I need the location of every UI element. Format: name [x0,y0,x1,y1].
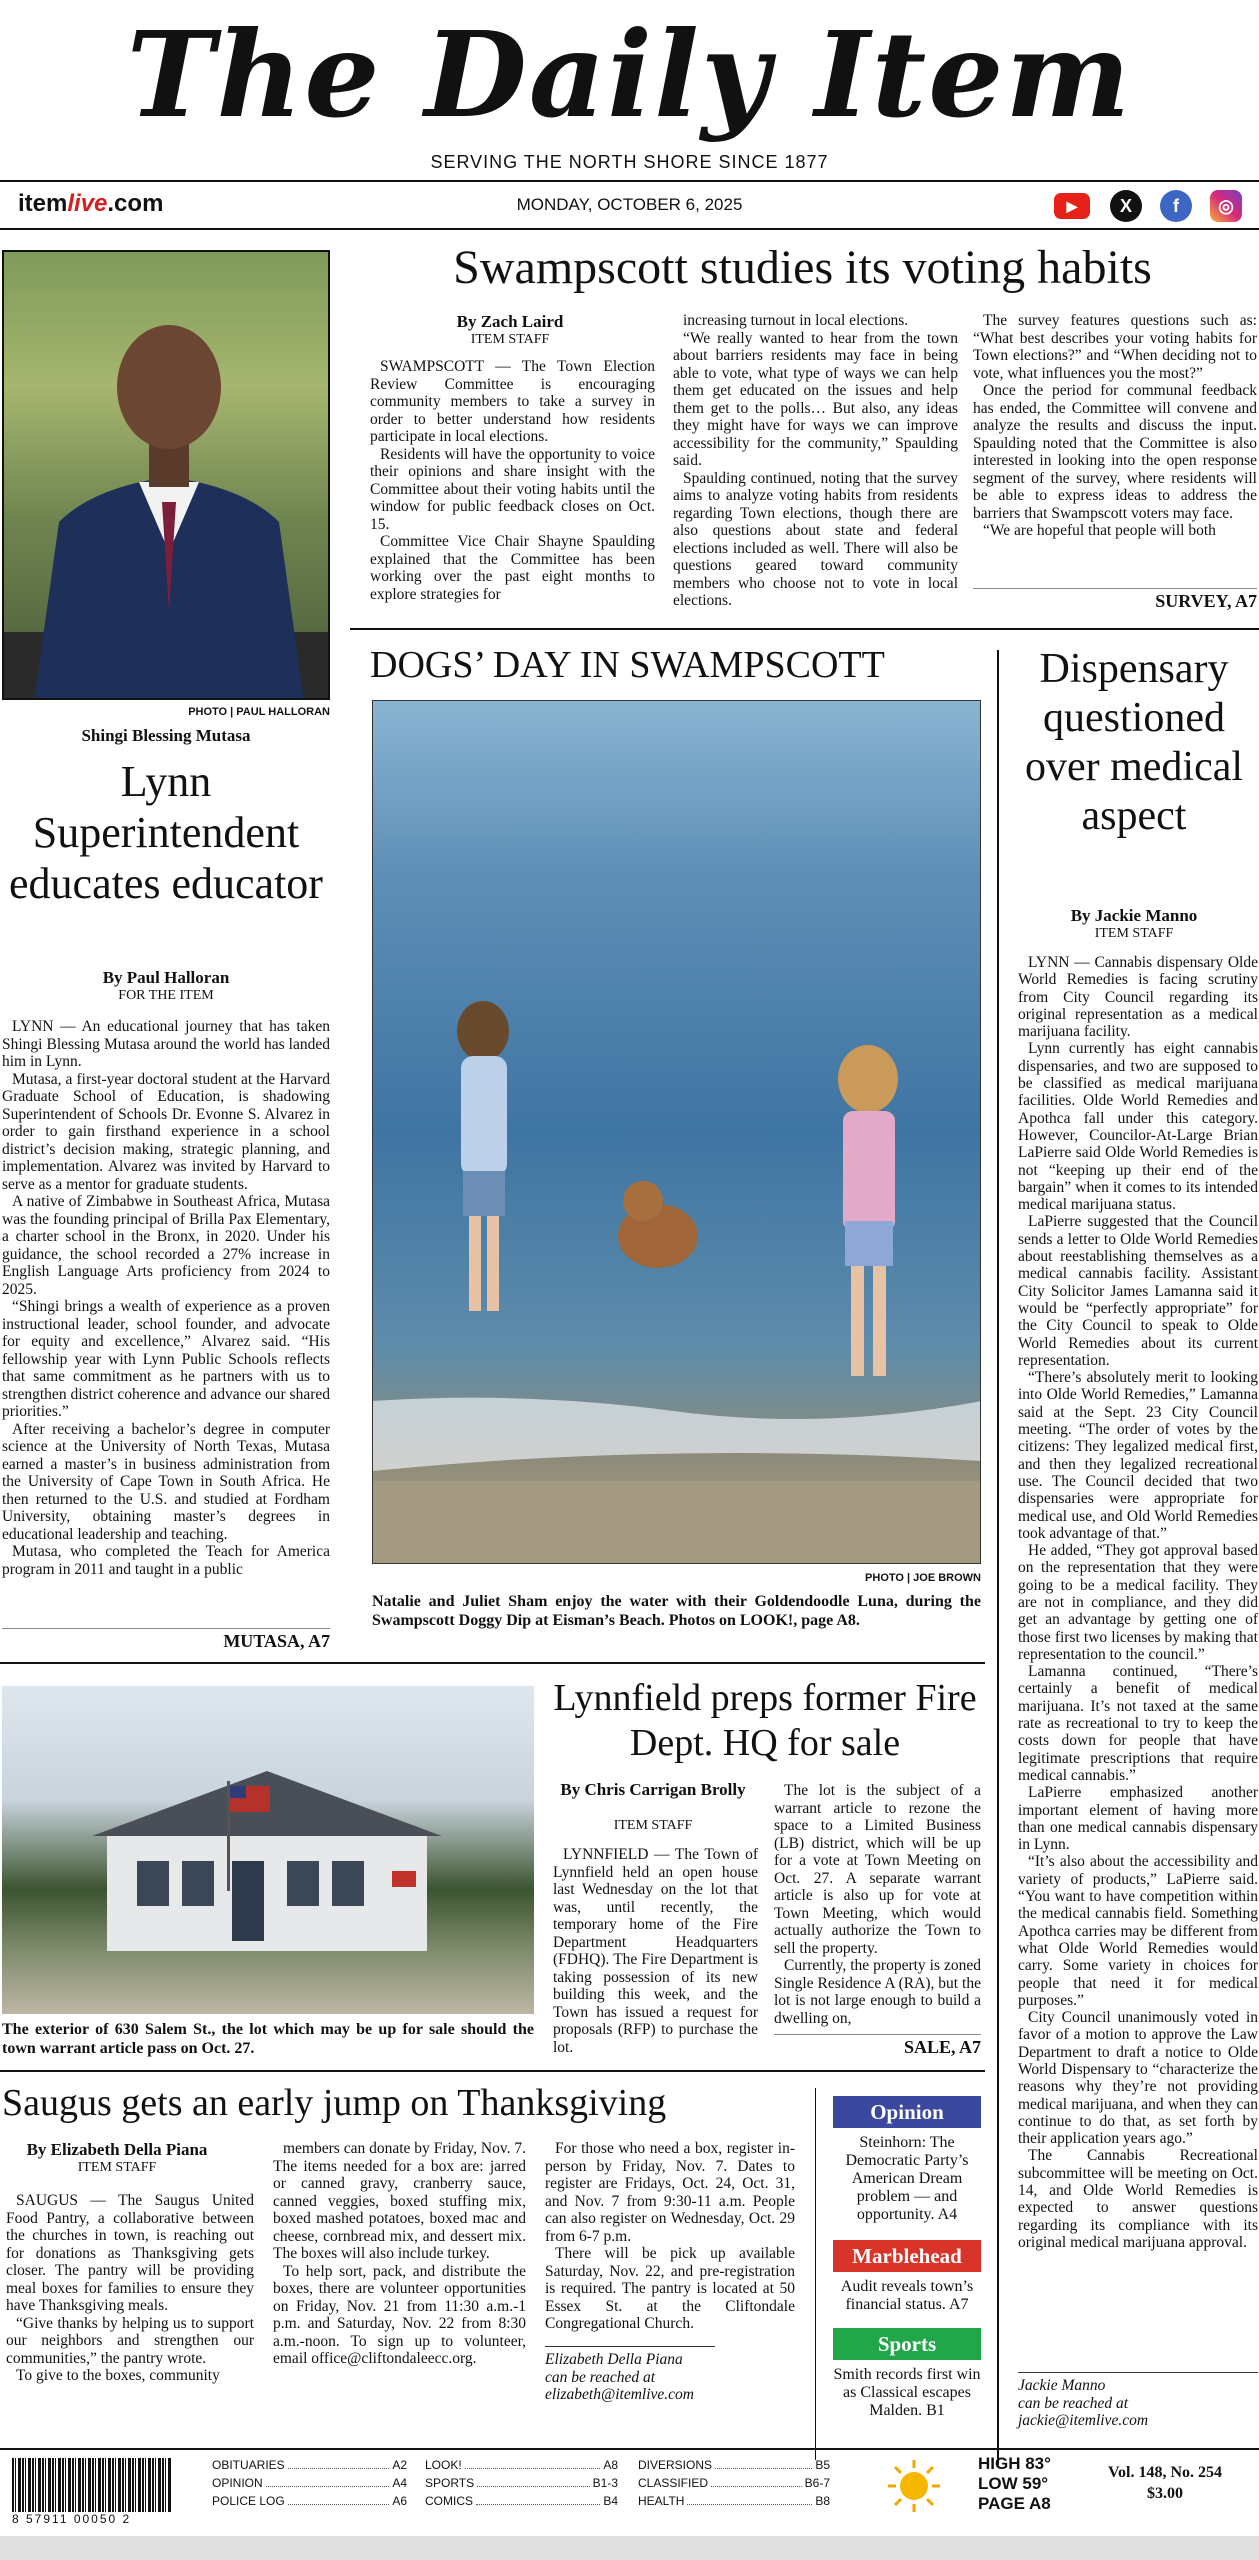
dispensary-paragraph: LaPierre emphasized another important element of having more than one medical cannabis dispensary in Lynn. [1018,1784,1258,1854]
superintendent-byline: By Paul Halloran [102,968,230,987]
page-bottom-band [0,2536,1259,2560]
index-label: OPINION [212,2476,263,2490]
footer-divider [0,2448,1259,2450]
logo-part-item: item [18,190,68,217]
lynnfield-col1 [553,1846,758,2056]
weather-box [978,2454,1068,2514]
marblehead-promo-head: Marblehead [833,2240,981,2272]
index-entry[interactable] [425,2456,618,2474]
superintendent-paragraph: Mutasa, a first-year doctoral student at the Harvard Graduate School of Education, is shadowing Superintendent of Schools Dr. Evonne S. Alvarez in order to gain firsthand experience in a school district’s decision making, strategic planning, and implementation. Alvarez was invited by Harvard to serve as a mentor for graduate students. [2,1070,330,1193]
index-col-3 [638,2456,830,2510]
section-divider [350,628,1259,630]
dispensary-headline[interactable]: Dispensary questioned over medical aspect [1024,646,1244,839]
lynnfield-byline: By Chris Carrigan Brolly [560,1780,746,1799]
superintendent-jump-link[interactable]: MUTASA, A7 [2,1628,330,1652]
lynnfield-col2 [774,1782,981,2027]
superintendent-paragraph: Mutasa, who completed the Teach for America program in 2011 and taught in a public [2,1543,330,1578]
superintendent-photo [2,250,330,700]
column-divider [997,650,999,2465]
saugus-paragraph: “Give thanks by helping us to support our neighbors and strengthen our communities,” the pantry wrote. [6,2314,254,2367]
lynnfield-paragraph: Currently, the property is zoned Single Residence A (RA), but the lot is not large enough to build a dwelling on, [774,1957,981,2027]
opinion-promo-text: Steinhorn: The Democratic Party’s American Dream problem — and opportunity. A4 [845,2134,969,2223]
index-entry[interactable] [212,2492,407,2510]
saugus-sig-name: Elizabeth Della Piana [545,2351,683,2368]
saugus-paragraph: To help sort, pack, and distribute the boxes, there are volunteer opportunities on Friday, Nov. 21 from 11:30 a.m.-1 p.m. and Saturday, Nov. 22 from 8:30 a.m.-noon. To sign up to volunteer, email office@cliftondaleecc.org. [273,2262,526,2367]
logo-part-com: .com [107,190,164,217]
instagram-glyph: ◎ [1218,196,1234,216]
dispensary-signoff [1018,2372,1258,2430]
opinion-promo[interactable] [833,2096,981,2230]
youtube-icon[interactable] [1054,193,1090,219]
sun-icon [886,2458,942,2514]
dispensary-paragraph: The Cannabis Recreational subcommittee will be meeting on Oct. 14, and Olde World Remedies is expected to answer questions regarding its compliance with its original medical marijuana approval. [1018,2147,1258,2251]
voting-col2 [673,312,958,610]
barcode-number: 8 57911 00050 2 [12,2512,182,2526]
marblehead-promo-text: Audit reveals town’s financial status. A7 [840,2278,974,2313]
x-icon[interactable] [1110,190,1142,222]
superintendent-paragraph: A native of Zimbabwe in Southeast Africa, Mutasa was the founding principal of Brilla Pax Elementary, a charter school in the Bronx, in 2020. Under his guidance, the school recorded a 27% increase in English Language Arts proficiency from 2024 to 2025. [2,1193,330,1298]
index-entry[interactable] [638,2492,830,2510]
index-page: B1-3 [592,2476,618,2490]
index-entry[interactable] [212,2456,407,2474]
saugus-col1 [6,2192,254,2385]
dispensary-paragraph: He added, “They got approval based on the representation that they were going to be a medical facility. They are not in compliance, and they did get an advantage by getting one of those first two licenses by making that representation to the council.” [1018,1542,1258,1663]
voting-paragraph: Residents will have the opportunity to voice their opinions and share insight with the Committee about their voting habits until the window for public feedback closes on Oct. 15. [370,445,655,533]
voting-col1 [370,358,655,603]
dispensary-staff: ITEM STAFF [1094,926,1174,941]
index-label: CLASSIFIED [638,2476,709,2490]
voting-paragraph: Once the period for communal feedback has ended, the Committee will convene and analyze the results and discuss the input. Spaulding noted that the Committee is also interested in looking into the open response segment of the survey, where residents will be able to express ideas to address the barriers that Swampscott voters may face. [973,382,1257,522]
index-label: LOOK! [425,2458,462,2472]
section-divider [0,2070,985,2072]
sports-promo[interactable] [833,2328,981,2426]
index-label: SPORTS [425,2476,475,2490]
index-label: DIVERSIONS [638,2458,713,2472]
weather-low: LOW 59° [978,2474,1049,2493]
superintendent-headline[interactable]: Lynn Superintendent educates educator [9,757,323,908]
index-label: HEALTH [638,2494,685,2508]
dispensary-sig-email[interactable]: jackie@itemlive.com [1018,2412,1149,2429]
lynnfield-caption: The exterior of 630 Salem St., the lot which may be up for sale should the town warrant article pass on Oct. 27. [2,2021,534,2057]
lynnfield-paragraph: The lot is the subject of a warrant article to rezone the space to a Limited Business (LB) district, which will be up for a vote at Town Meeting on Oct. 27. A separate warrant article is also up for vote at Town Meeting, which would actually authorize the Town to sell the property. [774,1782,981,1957]
masthead-tagline: SERVING THE NORTH SHORE SINCE 1877 [430,152,829,172]
saugus-paragraph: SAUGUS — The Saugus United Food Pantry, a collaborative between the churches in town, is reaching out for donations as Thanksgiving gets closer. The pantry will be providing meal boxes for families to ensure they have Thanksgiving meals. [6,2192,254,2314]
index-page: A8 [603,2458,618,2472]
sports-promo-head: Sports [833,2328,981,2360]
superintendent-paragraph: “Shingi brings a wealth of experience as a proven instructional leader, school founder, and advocate for equity and excellence,” Alvarez said. “His fellowship year with Lynn Public Schools reflects that same commitment as he partners with us to strengthen district coherence and advance our shared priorities.” [2,1298,330,1420]
section-divider [0,1662,985,1664]
dispensary-sig-name: Jackie Manno [1018,2377,1106,2394]
column-divider [815,2088,816,2460]
barcode [12,2458,172,2514]
dispensary-byline: By Jackie Manno [1070,906,1198,925]
dogs-figures [373,701,981,1564]
dispensary-paragraph: Lamanna continued, “There’s certainly a benefit of medical marijuana. It’s not taxed at the same rate as recreational to try to keep the costs down for people that have legitimate prescriptions that require medical cannabis.” [1018,1663,1258,1784]
voting-paragraph: “We are hopeful that people will both [983,522,1216,539]
superintendent-staff: FOR THE ITEM [118,988,214,1003]
instagram-icon[interactable] [1210,190,1242,222]
dispensary-sig-line: can be reached at [1018,2394,1129,2412]
index-col-1 [212,2456,407,2510]
index-entry[interactable] [638,2474,830,2492]
index-page: B8 [815,2494,830,2508]
saugus-col3 [545,2140,795,2333]
x-glyph: X [1119,196,1132,216]
saugus-paragraph: For those who need a box, register in-person by Friday, Nov. 7. Dates to register are Fridays, Oct. 24, Oct. 31, and Nov. 7 from 9:30-11 a.m. People can also register on Wednesday, Oct. 29 from 6-7 p.m. [545,2140,795,2245]
lynnfield-photo [2,1686,534,2014]
voting-paragraph: Spaulding continued, noting that the survey aims to analyze voting habits from residents regarding Town elections, though there are also questions about state and federal elections included as well. There will also be questions geared toward community members who choose not to vote in local elections. [673,469,958,609]
voting-paragraph: The survey features questions such as: “What best describes your voting habits for Town elections?” and “When deciding not to vote, what influences you the most?” [973,312,1257,382]
dogs-caption: Natalie and Juliet Sham enjoy the water with their Goldendoodle Luna, during the Swampscott Doggy Dip at Eisman’s Beach. Photos on LOOK!, page A8. [372,1593,981,1629]
saugus-paragraph: members can donate by Friday, Nov. 7. The items needed for a box are: jarred or canned gravy, cranberry sauce, canned veggies, boxed stuffing mix, boxed mashed potatoes, boxed mac and cheese, cornbread mix, and dessert mix. The boxes will also include turkey. [273,2140,526,2262]
voting-paragraph: “We really wanted to hear from the town about barriers residents may face in being able to vote, what type of ways we can help them get educated on the issues and help them get to the polls… But also, any ideas they might have for ways we can improve accessibility for the community,” Spaulding said. [673,329,958,469]
superintendent-paragraph: LYNN — An educational journey that has taken Shingi Blessing Mutasa around the world has landed him in Lynn. [2,1018,330,1070]
index-page: A6 [392,2494,407,2508]
index-entry[interactable] [425,2492,618,2510]
superintendent-figure [4,252,330,700]
weather-high: HIGH 83° [978,2454,1051,2473]
marblehead-promo[interactable] [833,2240,981,2320]
facebook-icon[interactable] [1160,190,1192,222]
lynnfield-house [2,1686,534,2014]
voting-jump-link[interactable]: SURVEY, A7 [973,588,1257,612]
lynnfield-headline[interactable]: Lynnfield preps former Fire Dept. HQ for sale [553,1677,977,1764]
dispensary-paragraph: City Council unanimously voted in favor of a motion to approve the Law Department to draft a notice to Olde World Dispensary to “characterize the reasons why they’re not providing medical marijuana, and when they can continue to do that, as set forth by their application years ago.” [1018,2009,1258,2148]
dispensary-paragraph: Lynn currently has eight cannabis dispensaries, and two are supposed to be classified as medical marijuana facilities. Olde World Remedies and Apothca fall under this category. However, Councilor-At-Large Brian LaPierre said Olde World Remedies is not “keeping up their end of the bargain” when it comes to its intended medical marijuana status. [1018,1040,1258,1214]
dogs-photo [372,700,981,1564]
saugus-col2 [273,2140,526,2368]
voting-byline: By Zach Laird [456,312,564,331]
dispensary-paragraph: LaPierre suggested that the Council sends a letter to Olde World Remedies about reestablishing themselves as a medical cannabis facility. Assistant City Solicitor James Lamanna said it would be “perfectly appropriate” for the City Council to speak to Olde World Remedies about its current representation. [1018,1213,1258,1369]
superintendent-body [2,1018,330,1578]
index-col-2 [425,2456,618,2510]
dispensary-paragraph: “There’s absolutely merit to looking into Olde World Remedies,” Lamanna said at the Sept. 23 City Council meeting. “The order of votes by the citizens: They legalized medical first, and then they legalized recreational use. The Council decided that two dispensaries were appropriate for medical use, and Old World Remedies took advantage of that.” [1018,1369,1258,1542]
voting-headline[interactable]: Swampscott studies its voting habits [453,241,1152,294]
voting-col3 [973,312,1257,540]
saugus-paragraph: To give to the boxes, community [16,2367,220,2384]
index-page: B6-7 [804,2476,830,2490]
saugus-byline: By Elizabeth Della Piana [26,2140,208,2159]
index-page: B4 [603,2494,618,2508]
voting-paragraph: SWAMPSCOTT — The Town Election Review Committee is encouraging community members to take a survey in order to better understand how residents participate in local elections. [370,358,655,445]
voting-paragraph: increasing turnout in local elections. [683,312,909,329]
saugus-paragraph: There will be pick up available Saturday, Nov. 22, and pre-registration is required. The pantry is located at 50 Essex St. at the Cliftondale Congregational Church. [545,2245,795,2332]
saugus-sig-line: can be reached at [545,2368,656,2386]
volume-box [1090,2462,1240,2504]
dispensary-body [1018,954,1258,2251]
masthead-title: The Daily Item [126,5,1133,144]
saugus-sig-email[interactable]: elizabeth@itemlive.com [545,2386,694,2403]
logo-part-live: live [67,190,108,217]
volume-number: Vol. 148, No. 254 [1107,2464,1223,2481]
dogs-headline[interactable]: DOGS’ DAY IN SWAMPSCOTT [370,644,885,686]
index-page: A4 [392,2476,407,2490]
saugus-headline[interactable]: Saugus gets an early jump on Thanksgiving [2,2082,667,2124]
dispensary-paragraph: “It’s also about the accessibility and variety of products,” LaPierre said. “You want to have competition within the medical cannabis field. Something Apothca carries may be different from what Olde World Remedies would carry. Some variety in choices for people that need it for medical purposes.” [1018,1853,1258,2009]
edition-date: MONDAY, OCTOBER 6, 2025 [516,195,743,214]
index-label: OBITUARIES [212,2458,285,2472]
lynnfield-paragraph: LYNNFIELD — The Town of Lynnfield held an open house last Wednesday on the lot that was, until recently, the temporary home of the Fire Department Headquarters (FDHQ). The Fire Department is taking possession of its new building this week, and the Town has issued a request for proposals (RFP) to purchase the lot. [553,1846,758,2056]
index-entry[interactable] [212,2474,407,2492]
index-label: COMICS [425,2494,473,2508]
index-entry[interactable] [638,2456,830,2474]
index-entry[interactable] [425,2474,618,2492]
voting-paragraph: Committee Vice Chair Shayne Spaulding explained that the Committee has been working over the past eight months to explore strategies for [370,533,655,603]
weather-page[interactable]: PAGE A8 [978,2494,1051,2513]
voting-staff: ITEM STAFF [470,332,550,347]
superintendent-photo-name: Shingi Blessing Mutasa [81,726,251,745]
lynnfield-staff: ITEM STAFF [613,1818,693,1833]
index-label: POLICE LOG [212,2494,285,2508]
dogs-photo-credit: PHOTO | JOE BROWN [865,1572,981,1584]
index-page: B5 [815,2458,830,2472]
youtube-glyph: ▶ [1066,198,1078,214]
sports-promo-text: Smith records first win as Classical escapes Malden. B1 [833,2366,981,2419]
index-page: A2 [392,2458,407,2472]
superintendent-paragraph: After receiving a bachelor’s degree in computer science at the University of North Texas, Mutasa earned a master’s in business administration from the University of Cape Town in South Africa. He then returned to the U.S. and studied at Fordham University, obtaining master’s degrees in educational leadership and teaching. [2,1420,330,1543]
superintendent-photo-credit: PHOTO | PAUL HALLORAN [188,706,330,718]
dispensary-paragraph: LYNN — Cannabis dispensary Olde World Remedies is facing scrutiny from City Council regarding its original representation as a medical marijuana facility. [1018,954,1258,1041]
facebook-glyph: f [1173,196,1179,216]
lynnfield-jump-link[interactable]: SALE, A7 [774,2034,981,2058]
saugus-signoff [545,2346,715,2404]
price: $3.00 [1147,2485,1183,2502]
saugus-staff: ITEM STAFF [77,2160,157,2175]
opinion-promo-head: Opinion [833,2096,981,2128]
